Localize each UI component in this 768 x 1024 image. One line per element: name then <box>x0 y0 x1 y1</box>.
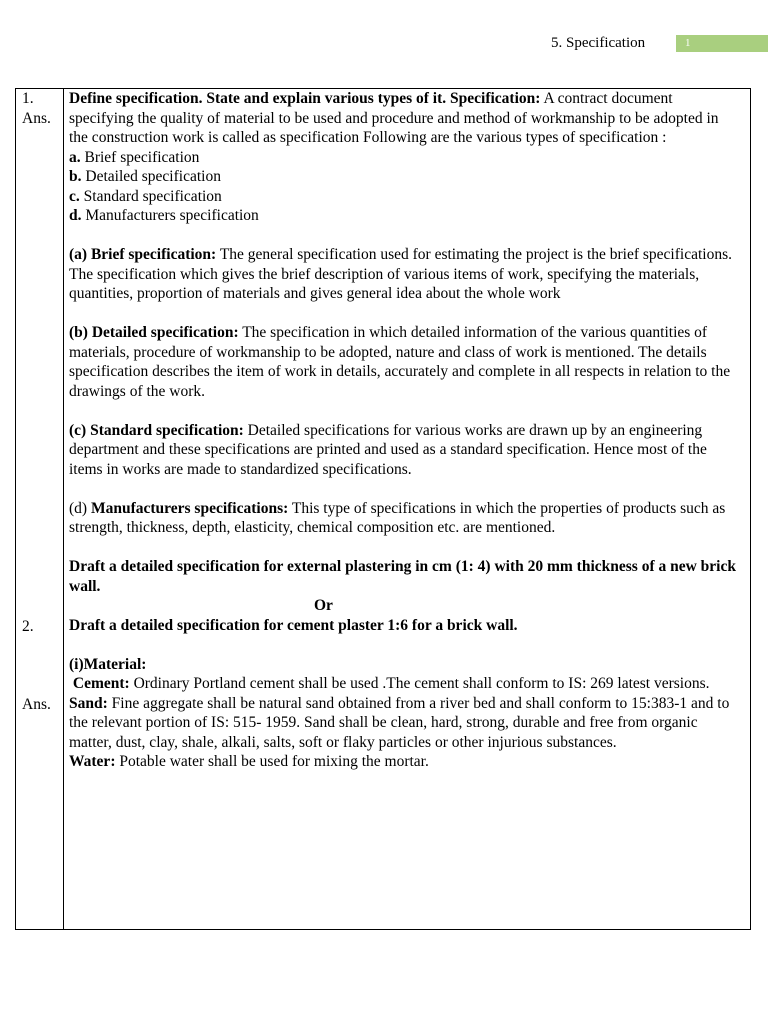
q1-question: Define specification. State and explain various types of it. Specification: <box>69 90 541 107</box>
page-title: 5. Specification <box>551 35 646 51</box>
type-item: d. Manufacturers specification <box>69 207 259 224</box>
brief-spec-heading: (a) Brief specification: <box>69 246 217 263</box>
q1-definition: A contract document specifying the quality of material to be used and procedure and method of workmanship to be adopted in the construction work is called as specification Following are the various types of specification : <box>69 90 719 146</box>
or-divider: Or <box>314 597 333 614</box>
brief-spec-paragraph: (a) Brief specification: The general specification used for estimating the project is the brief specifications. The specification which gives the brief description of various items of work, specifying the materials, quantities, proportion of materials and gives general idea about the whole work <box>69 246 732 302</box>
q1-ans-label: Ans. <box>22 109 51 127</box>
q1-number: 1. <box>22 90 34 107</box>
sand-paragraph: Sand: Fine aggregate shall be natural sand obtained from a river bed and shall conform to 15:383-1 and to the relevant portion of IS: 515- 1959. Sand shall be clean, hard, strong, durable and free from organic matter, dust, clay, shale, alkali, salts, soft or flaky particles or other injurious substances. <box>69 694 730 751</box>
page-number: 1 <box>685 37 691 49</box>
detailed-spec-paragraph: (b) Detailed specification: The specification in which detailed information of the various quantities of materials, procedure of workmanship to be adopted, nature and class of work is mentioned. The details specification describes the item of work in details, accurately and complete in all respects in relation to the drawings of the work. <box>69 324 731 400</box>
answer-content <box>69 89 741 772</box>
manufacturers-spec-heading: Manufacturers specifications: <box>90 499 289 517</box>
manufacturers-spec-paragraph: (d) Manufacturers specifications: This type of specifications in which the properties of products such as strength, thickness, depth, elasticity, chemical composition etc. are mentioned. <box>69 499 726 536</box>
standard-spec-heading: (c) Standard specification: <box>69 421 244 439</box>
q1-question-paragraph <box>69 89 741 148</box>
page-number-badge <box>676 35 768 52</box>
cement-paragraph: Cement: Ordinary Portland cement shall be used .The cement shall conform to IS: 269 latest versions. <box>72 675 710 692</box>
material-heading: (i)Material: <box>69 655 147 673</box>
q2-question: Draft a detailed specification for external plastering in cm (1: 4) with 20 mm thickness of a new brick wall. <box>69 558 736 595</box>
water-paragraph: Water: Potable water shall be used for mixing the mortar. <box>69 753 429 770</box>
column-divider <box>63 89 64 929</box>
type-item: b. Detailed specification <box>69 168 221 185</box>
q2-question-alt: Draft a detailed specification for cement plaster 1:6 for a brick wall. <box>69 616 518 634</box>
detailed-spec-heading: (b) Detailed specification: <box>69 324 239 341</box>
standard-spec-paragraph: (c) Standard specification: Detailed specifications for various works are drawn up by an engineering department and these specifications are printed and used as a standard specification. Hence most of the items in works are made to standardized specifications. <box>69 421 707 478</box>
q2-number: 2. <box>22 618 34 635</box>
type-item: c. Standard specification <box>69 187 222 205</box>
type-item: a. Brief specification <box>69 148 200 166</box>
q2-ans-label: Ans. <box>22 696 51 713</box>
